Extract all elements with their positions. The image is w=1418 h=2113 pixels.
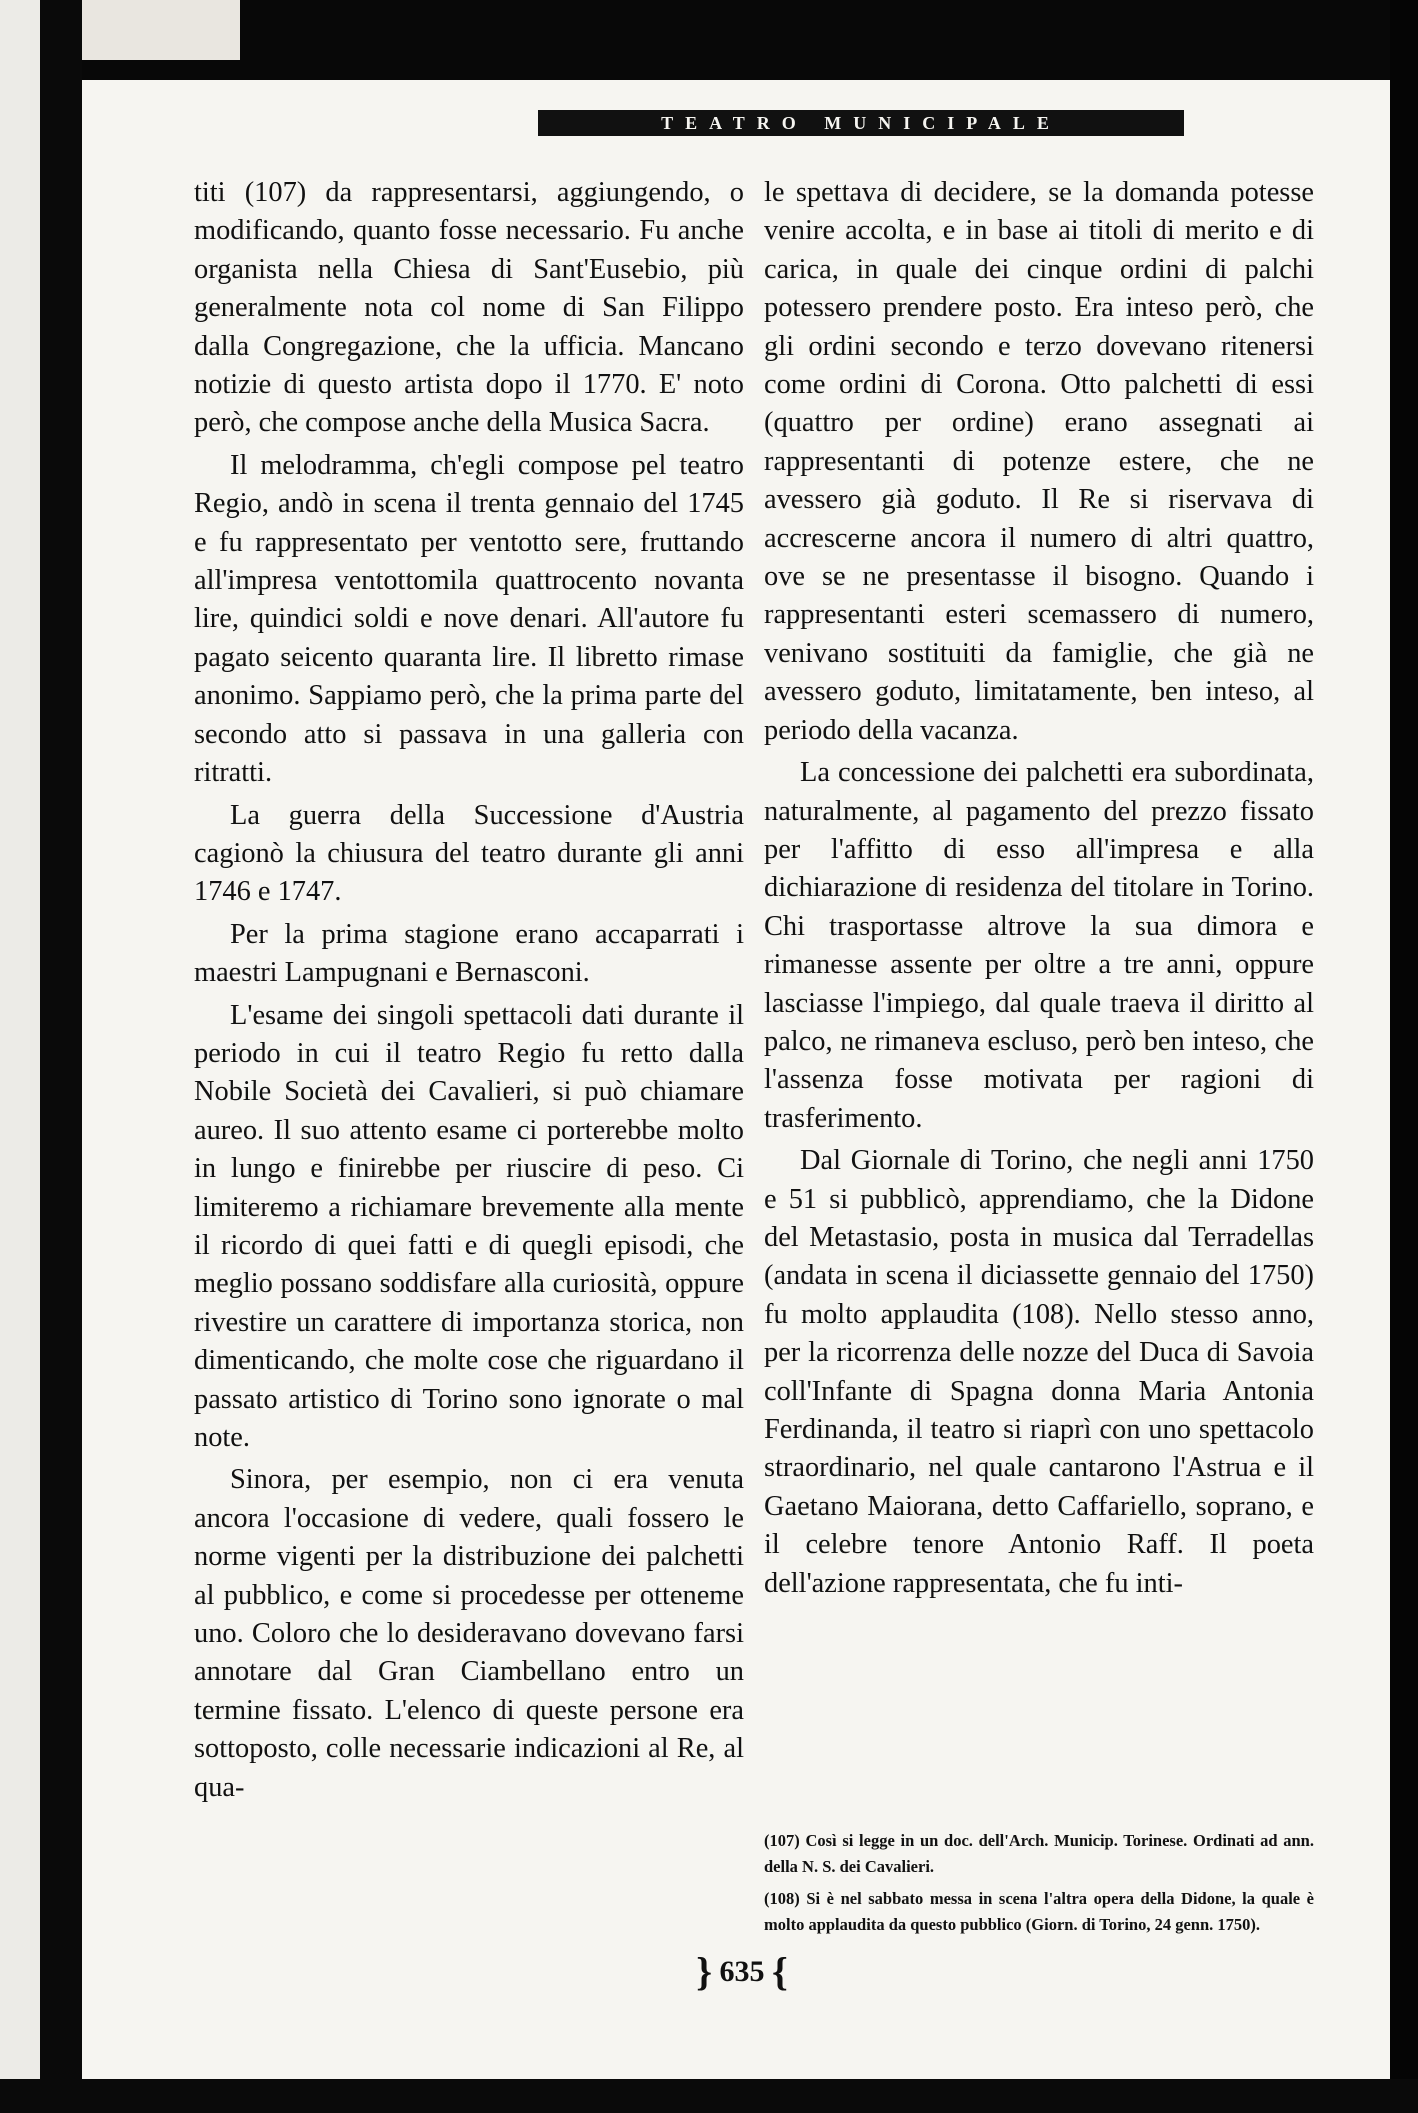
book-page (82, 80, 1390, 2079)
running-head: TEATRO MUNICIPALE (538, 110, 1184, 136)
paragraph: Per la prima stagione erano accaparrati i maestri Lampugnani e Bernasconi. (194, 918, 744, 989)
paragraph: Sinora, per esempio, non ci era venuta ancora l'occasione di vedere, quali fossero le norme vigenti per la distribuzione dei palchetti al pubblico, e come si procedesse per otteneme uno. Coloro che lo desideravano dovevano farsi annotare dal Gran Ciambellano entro un termine fissato. L'elenco di queste persone era sottoposto, colle necessarie indicazioni al Re, al qua- (194, 1464, 744, 1803)
right-column (764, 174, 1314, 1603)
page-number (682, 1948, 802, 1995)
left-column (194, 174, 744, 1807)
paragraph: Il melodramma, ch'egli compose pel teatro Regio, andò in scena il trenta gennaio del 1745 e fu rappresentato per ventotto sere, fruttando all'impresa ventottomila quattrocento novanta lire, quindici soldi e nove denari. All'autore fu pagato seicento quaranta lire. Il libretto rimase anonimo. Sappiamo però, che la prima parte del secondo atto si passava in una galleria con ritratti. (194, 449, 744, 789)
paragraph: La guerra della Successione d'Austria cagionò la chiusura del teatro durante gli anni 1746 e 1747. (194, 799, 744, 908)
page-number-brace-right: { (772, 1949, 788, 1994)
paragraph: Dal Giornale di Torino, che negli anni 1750 e 51 si pubblicò, apprendiamo, che la Didone del Metastasio, posta in musica dal Terradellas (andata in scena il diciassette gennaio del 1750) fu molto applaudita (108). Nello stesso anno, per la ricorrenza delle nozze del Duca di Savoia coll'Infante di Spagna donna Maria Antonia Ferdinanda, il teatro si riaprì con uno spettacolo straordinario, nel quale cantarono l'Astrua e il Gaetano Maiorana, detto Caffariello, soprano, e il celebre tenore Antonio Raff. Il poeta dell'azione rappresentata, che fu inti- (764, 1145, 1314, 1599)
footnote-107: (107) Così si legge in un doc. dell'Arch. Municip. Torinese. Ordinati ad ann. della N. S. dei Cavalieri. (764, 1831, 1314, 1876)
page-number-value: 635 (719, 1955, 765, 1988)
scan-border-bottom (0, 2079, 1418, 2113)
paragraph: le spettava di decidere, se la domanda potesse venire accolta, e in base ai titoli di merito e di carica, in quale dei cinque ordini di palchi potessero prendere posto. Era inteso però, che gli ordini secondo e terzo dovevano ritenersi come ordini di Corona. Otto palchetti di essi (quattro per ordine) erano assegnati ai rappresentanti di potenze estere, che ne avessero già goduto. Il Re si riservava di accrescerne ancora il numero di altri quattro, ove se ne presentasse il bisogno. Quando i rappresentanti esteri scemassero di numero, venivano sostituiti da famiglie, che già ne avessero goduto, limitatamente, ben inteso, al periodo della vacanza. (764, 177, 1314, 746)
paragraph: La concessione dei palchetti era subordinata, naturalmente, al pagamento del prezzo fissato per l'affitto di esso all'impresa e alla dichiarazione di residenza del titolare in Torino. Chi trasportasse altrove la sua dimora e rimanesse assente per oltre a tre anni, oppure lasciasse l'impiego, dal quale traeva il diritto al palco, ne rimaneva escluso, però ben inteso, che l'assenza fosse motivata per ragioni di trasferimento. (764, 757, 1314, 1134)
scan-border-right (1390, 0, 1418, 2113)
page-number-brace-left: } (696, 1949, 712, 1994)
footnotes (764, 1828, 1314, 1944)
scan-margin-left (0, 0, 40, 2113)
footnote-108: (108) Si è nel sabbato messa in scena l'altra opera della Didone, la quale è molto applaudita da questo pubblico (Giorn. di Torino, 24 genn. 1750). (764, 1889, 1314, 1934)
paragraph: titi (107) da rappresentarsi, aggiungendo, o modificando, quanto fosse necessario. Fu anche organista nella Chiesa di Sant'Eusebio, più generalmente nota col nome di San Filippo dalla Congregazione, che la ufficia. Mancano notizie di questo artista dopo il 1770. E' noto però, che compose anche della Musica Sacra. (194, 177, 744, 439)
paragraph: L'esame dei singoli spettacoli dati durante il periodo in cui il teatro Regio fu retto dalla Nobile Società dei Cavalieri, si può chiamare aureo. Il suo attento esame ci porterebbe molto in lungo e finirebbe per riuscire di peso. Ci limiteremo a richiamare brevemente alla mente il ricordo di quei fatti e di quegli episodi, che meglio possano soddisfare alla curiosità, oppure rivestire un carattere di importanza storica, non dimenticando, che molte cose che riguardano il passato artistico di Torino sono ignorate o mal note. (194, 999, 744, 1453)
